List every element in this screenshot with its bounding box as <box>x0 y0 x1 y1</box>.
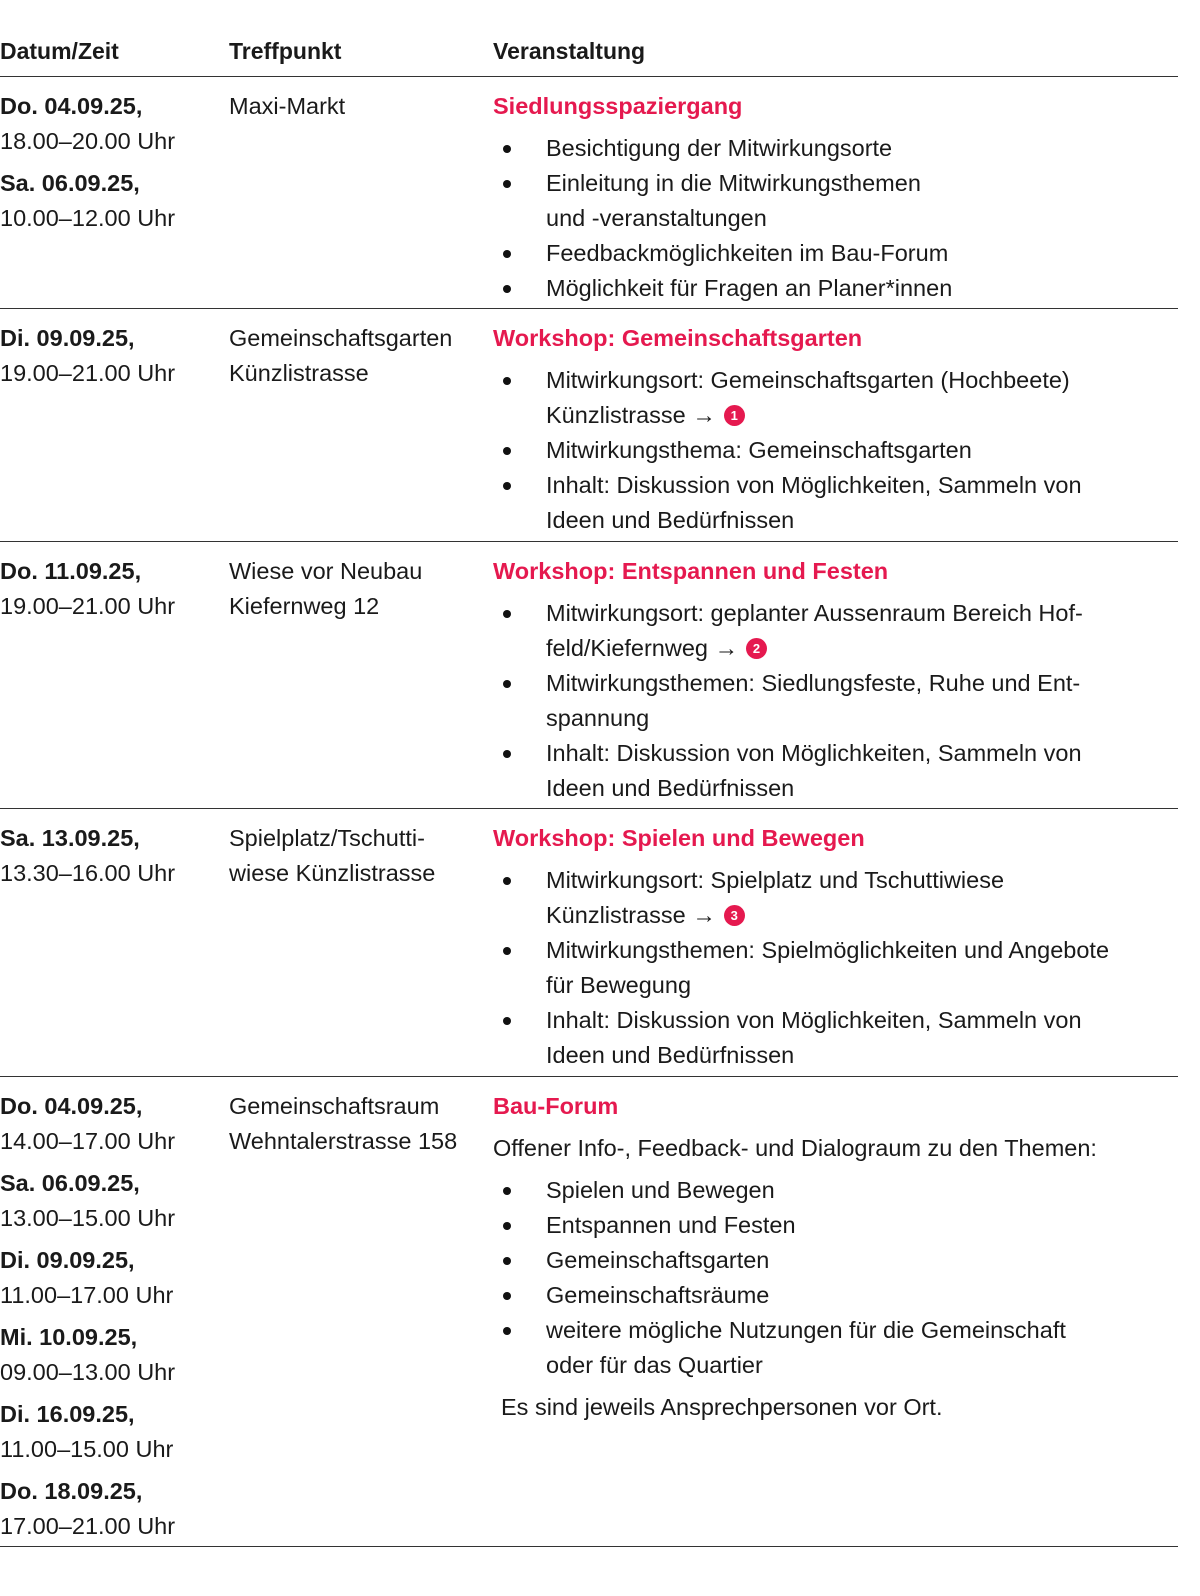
bullet-icon <box>503 285 511 293</box>
date-entry <box>0 1243 225 1313</box>
list-item-line <box>546 271 1183 306</box>
time: 17.00–21.00 Uhr <box>0 1513 176 1539</box>
bullet-icon <box>503 610 511 618</box>
bullet-icon <box>503 1257 511 1265</box>
table-row <box>0 77 1178 309</box>
list-item <box>493 863 1183 933</box>
list-item-line <box>546 596 1183 631</box>
list-item-line <box>546 398 1183 433</box>
time: 10.00–12.00 Uhr <box>0 205 176 231</box>
bullet-icon <box>503 750 511 758</box>
list-item-text: spannung <box>546 705 650 731</box>
list-item-line <box>546 771 1183 806</box>
list-item-text: Einleitung in die Mitwirkungsthemen <box>546 170 921 196</box>
bullet-icon <box>503 947 511 955</box>
event-title: Workshop: Entspannen und Festen <box>493 558 889 584</box>
list-item-text: Gemeinschaftsgarten <box>546 1247 770 1273</box>
date-time-cell <box>0 1089 225 1551</box>
date: Sa. 13.09.25, <box>0 825 140 851</box>
date: Do. 18.09.25, <box>0 1478 143 1504</box>
list-item-line <box>546 898 1183 933</box>
event-title: Workshop: Spielen und Bewegen <box>493 825 865 851</box>
table-header <box>0 0 1178 77</box>
time: 13.00–15.00 Uhr <box>0 1205 176 1231</box>
bullet-icon <box>503 1327 511 1335</box>
list-item-line <box>546 131 1183 166</box>
list-item-text: für Bewegung <box>546 972 692 998</box>
list-item-line <box>546 1003 1183 1038</box>
date: Do. 04.09.25, <box>0 1093 143 1119</box>
meeting-point-cell <box>229 821 491 891</box>
time: 18.00–20.00 Uhr <box>0 128 176 154</box>
list-item-text: Inhalt: Diskussion von Möglichkeiten, Sammeln von <box>546 740 1082 766</box>
bullet-icon <box>503 377 511 385</box>
header-event: Veranstaltung <box>493 38 646 64</box>
date: Di. 09.09.25, <box>0 1247 135 1273</box>
list-item-text: Mitwirkungsthema: Gemeinschaftsgarten <box>546 437 972 463</box>
list-item-line <box>546 701 1183 736</box>
list-item-line <box>546 1313 1183 1348</box>
list-item-text: Mitwirkungsort: Gemeinschaftsgarten (Hochbeete) <box>546 367 1070 393</box>
date-entry <box>0 1089 225 1159</box>
date: Do. 04.09.25, <box>0 93 143 119</box>
list-item-text: Ideen und Bedürfnissen <box>546 507 795 533</box>
list-item <box>493 468 1183 538</box>
list-item-line <box>546 933 1183 968</box>
event-cell <box>493 821 1183 1073</box>
list-item-text: weitere mögliche Nutzungen für die Gemeinschaft <box>546 1317 1066 1343</box>
event-cell <box>493 321 1183 538</box>
location-number-badge: 1 <box>724 405 745 426</box>
bullet-icon <box>503 1017 511 1025</box>
meeting-point-line: Spielplatz/Tschutti- <box>229 825 425 851</box>
list-item <box>493 363 1183 433</box>
date-entry <box>0 321 225 391</box>
date-entry <box>0 166 225 236</box>
date-time-cell <box>0 321 225 398</box>
list-item-line <box>546 236 1183 271</box>
list-item-text: Möglichkeit für Fragen an Planer*innen <box>546 275 953 301</box>
list-item <box>493 166 1183 236</box>
date-entry <box>0 1397 225 1467</box>
event-cell <box>493 89 1183 306</box>
list-item-text: Gemeinschaftsräume <box>546 1282 770 1308</box>
date-time-cell <box>0 554 225 631</box>
list-item-text: Inhalt: Diskussion von Möglichkeiten, Sammeln von <box>546 1007 1082 1033</box>
list-item-line <box>546 863 1183 898</box>
meeting-point-cell <box>229 1089 491 1159</box>
list-item-text: Ideen und Bedürfnissen <box>546 775 795 801</box>
list-item-line <box>546 433 1183 468</box>
bullet-icon <box>503 250 511 258</box>
list-item <box>493 933 1183 1003</box>
meeting-point-cell <box>229 321 491 391</box>
list-item-text: Mitwirkungsort: geplanter Aussenraum Bereich Hof- <box>546 600 1083 626</box>
date-entry <box>0 1320 225 1390</box>
time: 11.00–15.00 Uhr <box>0 1436 174 1462</box>
bullet-icon <box>503 1292 511 1300</box>
list-item-text: Mitwirkungsthemen: Siedlungsfeste, Ruhe und Ent- <box>546 670 1081 696</box>
list-item-line <box>546 631 1183 666</box>
date-time-cell <box>0 89 225 243</box>
event-cell <box>493 1089 1183 1425</box>
list-item-line <box>546 363 1183 398</box>
time: 09.00–13.00 Uhr <box>0 1359 176 1385</box>
meeting-point-line: wiese Künzlistrasse <box>229 860 436 886</box>
list-item <box>493 736 1183 806</box>
list-item-line <box>546 968 1183 1003</box>
time: 19.00–21.00 Uhr <box>0 360 176 386</box>
table-row <box>0 542 1178 809</box>
table-row <box>0 309 1178 542</box>
list-item-text: Inhalt: Diskussion von Möglichkeiten, Sammeln von <box>546 472 1082 498</box>
list-item <box>493 1243 1183 1278</box>
list-item <box>493 236 1183 271</box>
list-item-text: Besichtigung der Mitwirkungsorte <box>546 135 893 161</box>
date-entry <box>0 89 225 159</box>
list-item-line <box>546 1173 1183 1208</box>
meeting-point-line: Künzlistrasse <box>229 360 369 386</box>
meeting-point-line: Gemeinschaftsgarten <box>229 325 453 351</box>
list-item-line <box>546 201 1183 236</box>
list-item-line <box>546 1348 1183 1383</box>
event-cell <box>493 554 1183 806</box>
list-item-line <box>546 1243 1183 1278</box>
list-item-text: feld/Kiefernweg → <box>546 635 739 661</box>
list-item <box>493 1208 1183 1243</box>
meeting-point-line: Wiese vor Neubau <box>229 558 423 584</box>
time: 11.00–17.00 Uhr <box>0 1282 174 1308</box>
list-item-text: Künzlistrasse → <box>546 402 716 428</box>
list-item-text: Mitwirkungsort: Spielplatz und Tschuttiwiese <box>546 867 1005 893</box>
date: Di. 16.09.25, <box>0 1401 135 1427</box>
time: 13.30–16.00 Uhr <box>0 860 176 886</box>
date-entry <box>0 821 225 891</box>
list-item-text: Feedbackmöglichkeiten im Bau-Forum <box>546 240 949 266</box>
event-title: Siedlungsspaziergang <box>493 93 743 119</box>
bullet-icon <box>503 145 511 153</box>
location-number-badge: 2 <box>746 638 767 659</box>
list-item <box>493 1003 1183 1073</box>
header-date-time: Datum/Zeit <box>0 38 119 64</box>
list-item-text: Spielen und Bewegen <box>546 1177 775 1203</box>
list-item-text: Ideen und Bedürfnissen <box>546 1042 795 1068</box>
list-item-line <box>546 468 1183 503</box>
list-item-line <box>546 736 1183 771</box>
date-entry <box>0 1474 225 1544</box>
bullet-icon <box>503 482 511 490</box>
meeting-point-cell <box>229 554 491 624</box>
date-time-cell <box>0 821 225 898</box>
bullet-icon <box>503 180 511 188</box>
list-item-line <box>546 166 1183 201</box>
date: Sa. 06.09.25, <box>0 170 140 196</box>
meeting-point-cell <box>229 89 491 124</box>
date: Do. 11.09.25, <box>0 558 142 584</box>
list-item <box>493 433 1183 468</box>
date-entry <box>0 554 225 624</box>
list-item-line <box>546 1208 1183 1243</box>
table-row <box>0 809 1178 1077</box>
list-item <box>493 1313 1183 1383</box>
list-item-text: oder für das Quartier <box>546 1352 763 1378</box>
list-item-line <box>546 503 1183 538</box>
header-meeting-point: Treffpunkt <box>229 38 342 64</box>
date: Mi. 10.09.25, <box>0 1324 138 1350</box>
list-item <box>493 1173 1183 1208</box>
time: 19.00–21.00 Uhr <box>0 593 176 619</box>
list-item-text: und -veranstaltungen <box>546 205 767 231</box>
event-note: Es sind jeweils Ansprechpersonen vor Ort. <box>501 1394 943 1420</box>
list-item <box>493 596 1183 666</box>
list-item <box>493 131 1183 166</box>
list-item-line <box>546 1278 1183 1313</box>
meeting-point-line: Kiefernweg 12 <box>229 593 380 619</box>
event-title: Workshop: Gemeinschaftsgarten <box>493 325 863 351</box>
bullet-icon <box>503 877 511 885</box>
meeting-point-line: Maxi-Markt <box>229 93 346 119</box>
time: 14.00–17.00 Uhr <box>0 1128 176 1154</box>
meeting-point-line: Wehntalerstrasse 158 <box>229 1128 458 1154</box>
list-item <box>493 271 1183 306</box>
table-row <box>0 1077 1178 1547</box>
meeting-point-line: Gemeinschaftsraum <box>229 1093 440 1119</box>
list-item <box>493 1278 1183 1313</box>
bullet-icon <box>503 1187 511 1195</box>
bullet-icon <box>503 1222 511 1230</box>
list-item-line <box>546 1038 1183 1073</box>
date: Sa. 06.09.25, <box>0 1170 140 1196</box>
event-title: Bau-Forum <box>493 1093 619 1119</box>
event-intro: Offener Info-, Feedback- und Dialograum zu den Themen: <box>493 1135 1097 1161</box>
location-number-badge: 3 <box>724 905 745 926</box>
list-item-text: Mitwirkungsthemen: Spielmöglichkeiten und Angebote <box>546 937 1110 963</box>
date-entry <box>0 1166 225 1236</box>
bullet-icon <box>503 447 511 455</box>
date: Di. 09.09.25, <box>0 325 135 351</box>
bullet-icon <box>503 680 511 688</box>
list-item <box>493 666 1183 736</box>
list-item-text: Künzlistrasse → <box>546 902 716 928</box>
list-item-text: Entspannen und Festen <box>546 1212 796 1238</box>
list-item-line <box>546 666 1183 701</box>
